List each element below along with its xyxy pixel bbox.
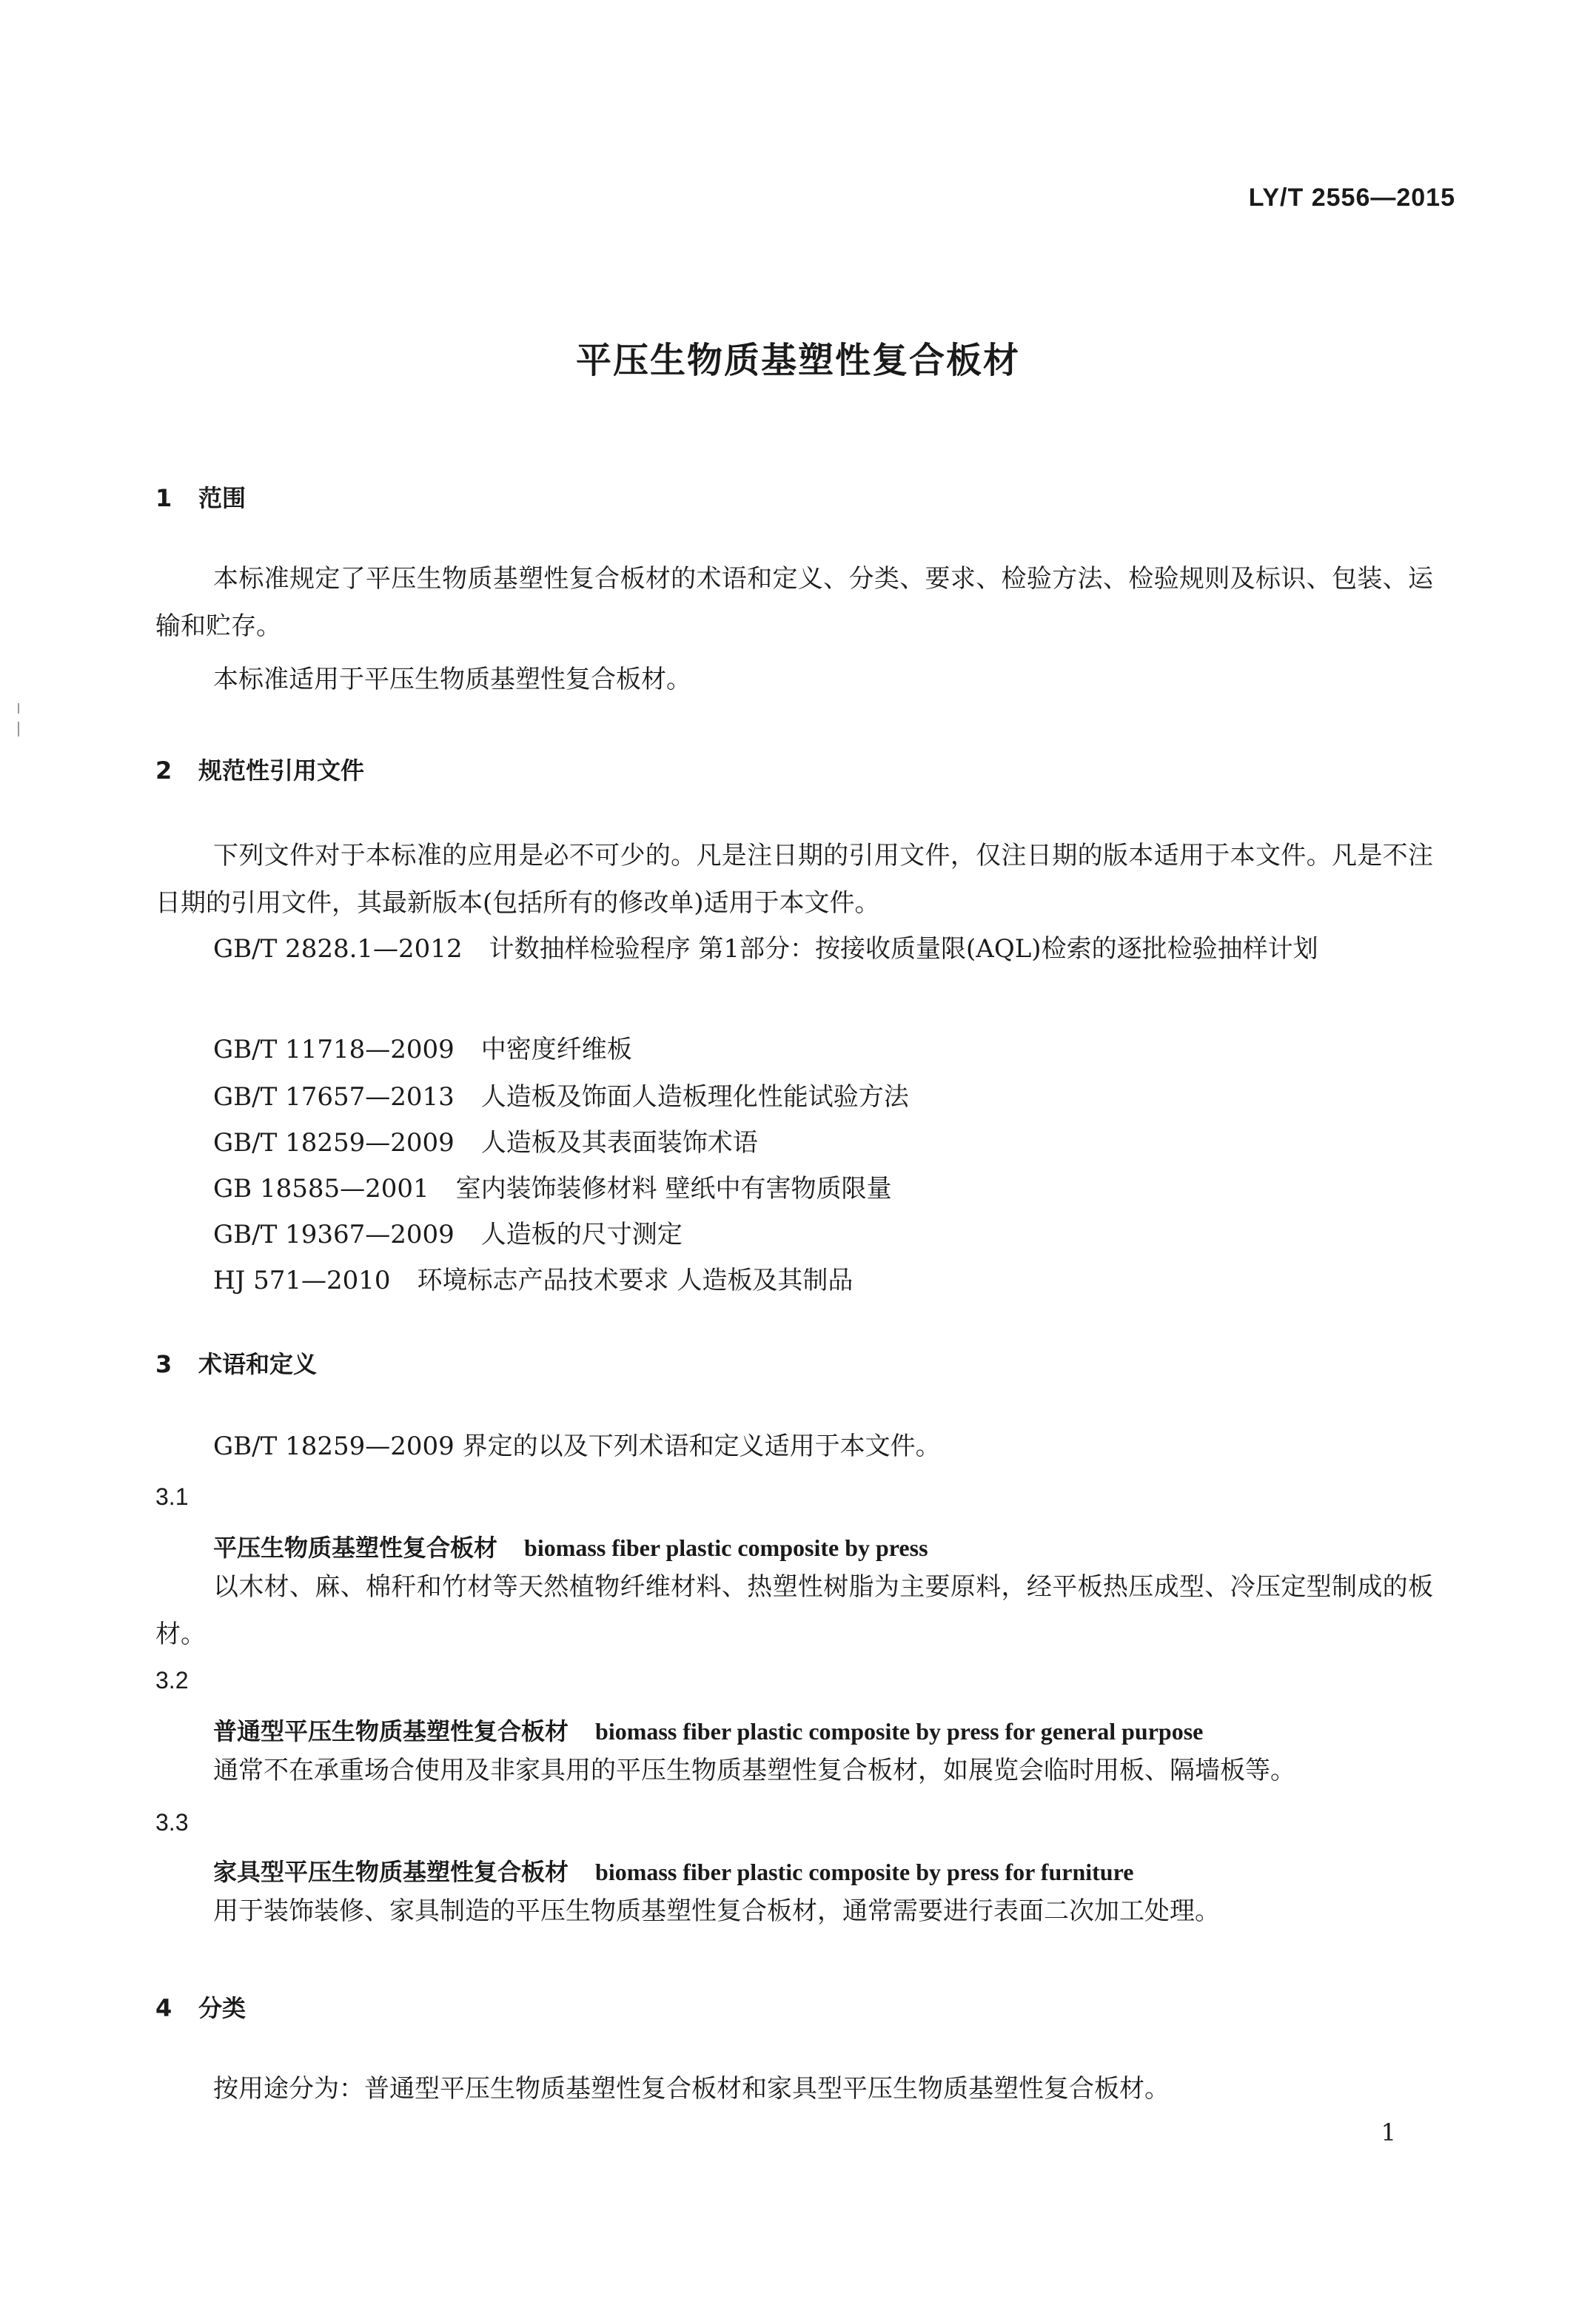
- section-number: 4: [155, 1994, 172, 2022]
- section-1-paragraph-2: 本标准适用于平压生物质基塑性复合板材。: [213, 665, 691, 694]
- section-title: 范围: [198, 484, 247, 512]
- reference-title: 中密度纤维板: [480, 1035, 632, 1064]
- term-zh: 平压生物质基塑性复合板材: [213, 1534, 498, 1562]
- reference-item: [213, 1076, 909, 1113]
- reference-code: HJ 571—2010: [213, 1266, 391, 1295]
- reference-title: 计数抽样检验程序 第1部分：按接收质量限(AQL)检索的逐批检验抽样计划: [489, 934, 1318, 964]
- term-definition: 通常不在承重场合使用及非家具用的平压生物质基塑性复合板材，如展览会临时用板、隔墙板等。: [213, 1756, 1295, 1785]
- reference-title: 室内装饰装修材料 壁纸中有害物质限量: [455, 1174, 892, 1204]
- section-2-heading: [155, 752, 364, 786]
- section-4-paragraph: 按用途分为：普通型平压生物质基塑性复合板材和家具型平压生物质基塑性复合板材。: [213, 2074, 1170, 2104]
- section-4-heading: [155, 1990, 246, 2024]
- reference-title: 人造板的尺寸测定: [480, 1220, 683, 1249]
- reference-title: 人造板及其表面装饰术语: [480, 1128, 758, 1158]
- reference-code: GB/T 11718—2009: [213, 1035, 455, 1064]
- section-title: 规范性引用文件: [198, 756, 365, 785]
- term-en: biomass fiber plastic composite by press: [524, 1534, 928, 1561]
- scan-mark: [18, 722, 19, 736]
- section-number: 1: [155, 484, 172, 512]
- term-definition: 以木材、麻、棉秆和竹材等天然植物纤维材料、热塑性树脂为主要原料，经平板热压成型、冷压定型制成的板材。: [155, 1572, 1433, 1649]
- term-zh: 家具型平压生物质基塑性复合板材: [213, 1858, 569, 1886]
- term-number: 3.1: [155, 1483, 189, 1510]
- reference-code: GB/T 18259—2009: [213, 1128, 455, 1158]
- reference-item: [213, 1214, 683, 1250]
- term-en: biomass fiber plastic composite by press for furniture: [595, 1859, 1134, 1885]
- reference-code: GB/T 17657—2013: [213, 1082, 455, 1112]
- section-number: 3: [155, 1350, 172, 1378]
- page-number: 1: [1381, 2118, 1396, 2147]
- reference-code: GB 18585—2001: [213, 1174, 429, 1204]
- section-3-heading: [155, 1346, 317, 1380]
- reference-item: [213, 1260, 853, 1296]
- section-1-paragraph-1: 本标准规定了平压生物质基塑性复合板材的术语和定义、分类、要求、检验方法、检验规则及标识、包装、运输和贮存。: [155, 564, 1433, 641]
- section-title: 分类: [198, 1994, 247, 2022]
- term-definition: 用于装饰装修、家具制造的平压生物质基塑性复合板材，通常需要进行表面二次加工处理。: [213, 1896, 1220, 1926]
- term-number: 3.3: [155, 1809, 189, 1836]
- reference-title: 人造板及饰面人造板理化性能试验方法: [480, 1082, 909, 1112]
- standard-code: LY/T 2556—2015: [1248, 184, 1455, 212]
- reference-item: [213, 1122, 758, 1158]
- reference-code: GB/T 2828.1—2012: [213, 934, 463, 964]
- term-heading: [213, 1713, 1203, 1747]
- document-title: 平压生物质基塑性复合板材: [575, 340, 1020, 381]
- term-heading: [213, 1853, 1133, 1887]
- section-3-intro: GB/T 18259—2009 界定的以及下列术语和定义适用于本文件。: [213, 1432, 941, 1461]
- section-number: 2: [155, 756, 172, 785]
- term-heading: [213, 1529, 928, 1563]
- reference-item: [213, 1029, 632, 1065]
- section-1-heading: [155, 480, 246, 514]
- term-en: biomass fiber plastic composite by press for general purpose: [595, 1718, 1204, 1745]
- term-zh: 普通型平压生物质基塑性复合板材: [213, 1717, 569, 1745]
- section-2-intro: 下列文件对于本标准的应用是必不可少的。凡是注日期的引用文件，仅注日期的版本适用于本文件。凡是不注日期的引用文件，其最新版本(包括所有的修改单)适用于本文件。: [155, 841, 1433, 918]
- term-number: 3.2: [155, 1667, 189, 1694]
- reference-item: [155, 925, 1433, 973]
- section-title: 术语和定义: [198, 1350, 318, 1378]
- scan-mark: [18, 703, 19, 714]
- reference-title: 环境标志产品技术要求 人造板及其制品: [417, 1266, 854, 1295]
- reference-item: [213, 1168, 891, 1204]
- reference-code: GB/T 19367—2009: [213, 1220, 455, 1249]
